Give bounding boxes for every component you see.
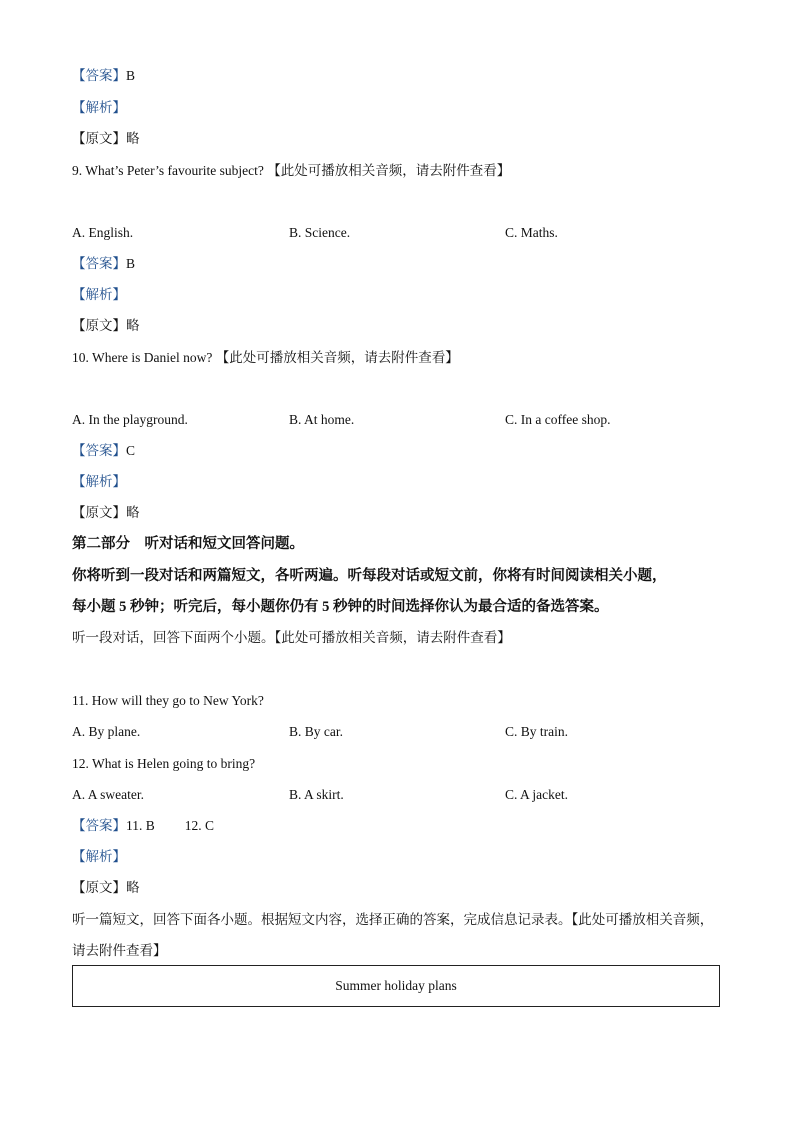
analysis-label: 【解析】 (72, 849, 126, 864)
source-label: 【原文】 (72, 505, 126, 520)
answer-value: B (126, 256, 136, 271)
source-row (72, 130, 140, 148)
info-table-header (72, 965, 720, 1007)
source-row (72, 504, 140, 522)
source-row (72, 317, 140, 335)
option-a: A. English. (72, 225, 134, 240)
question-12: 12. What is Helen going to bring? (72, 756, 256, 771)
source-text: 略 (126, 880, 140, 895)
answer-row (72, 817, 214, 835)
analysis-row (72, 99, 126, 117)
instructions-line-2: 每小题 5 秒钟；听完后，每小题你仍有 5 秒钟的时间选择你认为最合适的备选答案。 (72, 599, 609, 615)
passage-intro-line-2: 请去附件查看】 (72, 943, 167, 958)
answer-label: 【答案】 (72, 68, 126, 83)
table-title: Summer holiday plans (335, 978, 457, 993)
analysis-row (72, 286, 126, 304)
answer-label: 【答案】 (72, 818, 126, 833)
answer-row (72, 67, 135, 85)
answer-value: B (126, 68, 136, 83)
source-text: 略 (126, 131, 140, 146)
answer-value: C (126, 443, 136, 458)
option-b: B. By car. (289, 724, 343, 739)
analysis-label: 【解析】 (72, 474, 126, 489)
passage-intro-line-1: 听一篇短文，回答下面各小题。根据短文内容，选择正确的答案，完成信息记录表。【此处可播放相关音频， (72, 912, 714, 927)
option-c: C. By train. (505, 724, 568, 739)
option-c: C. A jacket. (505, 787, 568, 802)
analysis-label: 【解析】 (72, 100, 126, 115)
audio-note[interactable]: 【此处可播放相关音频，请去附件查看】 (274, 630, 511, 645)
answer-value-12: 12. C (184, 818, 215, 833)
analysis-label: 【解析】 (72, 287, 126, 302)
instructions-line-1: 你将听到一段对话和两篇短文，各听两遍。听每段对话或短文前，你将有时间阅读相关小题， (72, 568, 667, 584)
option-a: A. In the playground. (72, 412, 188, 427)
question-9 (72, 162, 510, 180)
question-text: 10. Where is Daniel now? (72, 350, 213, 365)
option-b: B. At home. (289, 412, 355, 427)
question-text: 9. What’s Peter’s favourite subject? (72, 163, 264, 178)
audio-note[interactable]: 【此处可播放相关音频，请去附件查看】 (267, 163, 511, 178)
answer-row (72, 442, 135, 460)
option-b: B. A skirt. (289, 787, 344, 802)
option-a: A. A sweater. (72, 787, 144, 802)
answer-row (72, 255, 135, 273)
option-c: C. Maths. (505, 225, 558, 240)
option-b: B. Science. (289, 225, 351, 240)
analysis-row (72, 473, 126, 491)
answer-label: 【答案】 (72, 443, 126, 458)
option-a: A. By plane. (72, 724, 141, 739)
dialogue-intro (72, 629, 511, 647)
option-c: C. In a coffee shop. (505, 412, 611, 427)
question-11: 11. How will they go to New York? (72, 693, 264, 708)
dialogue-intro-text: 听一段对话，回答下面两个小题。 (72, 630, 275, 645)
question-10 (72, 349, 459, 367)
source-label: 【原文】 (72, 318, 126, 333)
source-label: 【原文】 (72, 880, 126, 895)
source-row (72, 879, 140, 897)
section-title: 第二部分 听对话和短文回答问题。 (72, 536, 304, 552)
audio-note[interactable]: 【此处可播放相关音频，请去附件查看】 (215, 350, 459, 365)
source-label: 【原文】 (72, 131, 126, 146)
source-text: 略 (126, 505, 140, 520)
analysis-row (72, 848, 126, 866)
answer-label: 【答案】 (72, 256, 126, 271)
answer-value-11: 11. B (126, 818, 155, 833)
source-text: 略 (126, 318, 140, 333)
